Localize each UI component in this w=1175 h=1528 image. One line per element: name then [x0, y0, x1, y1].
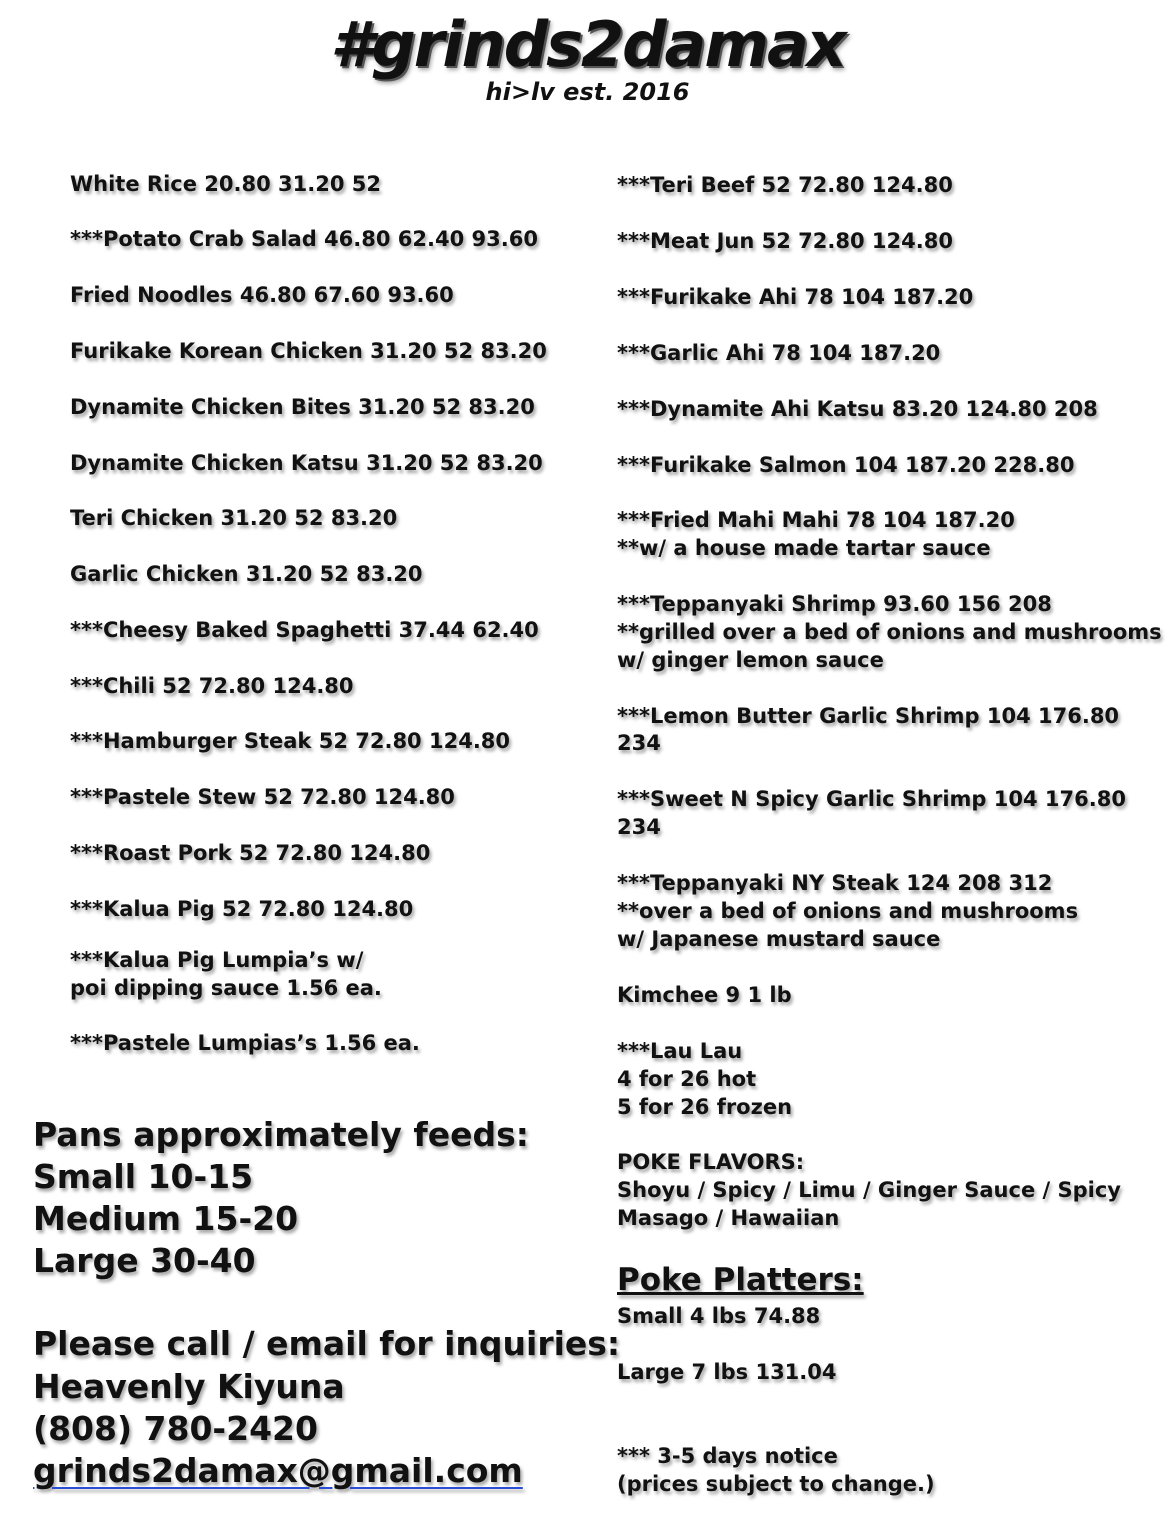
contact-phone[interactable]: (808) 780-2420	[33, 1409, 318, 1448]
menu-item-laulau-line2: 4 for 26 hot	[617, 1067, 757, 1091]
menu-item-lemon-shrimp-line1: ***Lemon Butter Garlic Shrimp 104 176.80	[617, 704, 1120, 728]
logo-subtitle: hi>lv est. 2016	[485, 78, 690, 106]
poke-flavors-line1: Shoyu / Spicy / Limu / Ginger Sauce / Spicy	[617, 1178, 1121, 1202]
contact-email-link[interactable]	[33, 1450, 523, 1492]
pans-small: Small 10-15	[33, 1157, 254, 1196]
logo	[0, 6, 1175, 104]
menu-item: White Rice 20.80 31.20 52	[70, 172, 381, 196]
menu-item: ***Hamburger Steak 52 72.80 124.80	[70, 729, 511, 753]
pans-large: Large 30-40	[33, 1241, 256, 1280]
menu-item: Dynamite Chicken Bites 31.20 52 83.20	[70, 395, 535, 419]
menu-item: Teri Chicken 31.20 52 83.20	[70, 506, 398, 530]
menu-item: ***Roast Pork 52 72.80 124.80	[70, 841, 431, 865]
menu-item: Furikake Korean Chicken 31.20 52 83.20	[70, 339, 547, 363]
menu-item-mahi-line1: ***Fried Mahi Mahi 78 104 187.20	[617, 508, 1015, 532]
poke-platter-small: Small 4 lbs 74.88	[617, 1304, 821, 1328]
pans-title: Pans approximately feeds:	[33, 1115, 529, 1154]
menu-item-kalua-lumpia-line2: poi dipping sauce 1.56 ea.	[70, 976, 382, 1000]
menu-item-lemon-shrimp-line2: 234	[617, 731, 661, 755]
poke-flavors-line2: Masago / Hawaiian	[617, 1206, 840, 1230]
menu-item: Garlic Chicken 31.20 52 83.20	[70, 562, 423, 586]
menu-item-ny-steak-line2: **over a bed of onions and mushrooms	[617, 899, 1079, 923]
menu-item-sweet-shrimp-line2: 234	[617, 815, 661, 839]
menu-item-mahi-line2: **w/ a house made tartar sauce	[617, 536, 991, 560]
menu-item: ***Cheesy Baked Spaghetti 37.44 62.40	[70, 618, 539, 642]
menu-item-garlic-ahi: ***Garlic Ahi 78 104 187.20	[617, 341, 941, 365]
menu-item-ny-steak-line3: w/ Japanese mustard sauce	[617, 927, 941, 951]
menu-item-laulau-line3: 5 for 26 frozen	[617, 1095, 793, 1119]
menu-item-kimchee: Kimchee 9 1 lb	[617, 983, 792, 1007]
menu-item: ***Potato Crab Salad 46.80 62.40 93.60	[70, 227, 538, 251]
contact-title: Please call / email for inquiries:	[33, 1324, 621, 1363]
menu-item-furikake-ahi: ***Furikake Ahi 78 104 187.20	[617, 285, 974, 309]
pans-medium: Medium 15-20	[33, 1199, 299, 1238]
menu-item-tepp-shrimp-line1: ***Teppanyaki Shrimp 93.60 156 208	[617, 592, 1052, 616]
menu-item-dynamite-ahi: ***Dynamite Ahi Katsu 83.20 124.80 208	[617, 397, 1098, 421]
menu-item-ny-steak-line1: ***Teppanyaki NY Steak 124 208 312	[617, 871, 1053, 895]
menu-item-tepp-shrimp-line2: **grilled over a bed of onions and mushrooms	[617, 620, 1162, 644]
menu-item: Dynamite Chicken Katsu 31.20 52 83.20	[70, 451, 543, 475]
contact-email[interactable]: grinds2damax@gmail.com	[33, 1451, 523, 1490]
menu-item: ***Kalua Pig 52 72.80 124.80	[70, 897, 414, 921]
menu-item-sweet-shrimp-line1: ***Sweet N Spicy Garlic Shrimp 104 176.80	[617, 787, 1126, 811]
logo-title: #grinds2damax	[330, 8, 845, 81]
notice-line1: *** 3-5 days notice	[617, 1444, 838, 1468]
poke-flavors-title: POKE FLAVORS:	[617, 1150, 805, 1174]
poke-platter-large: Large 7 lbs 131.04	[617, 1360, 837, 1384]
menu-item: Fried Noodles 46.80 67.60 93.60	[70, 283, 454, 307]
poke-platters-title: Poke Platters:	[617, 1262, 864, 1298]
contact-name: Heavenly Kiyuna	[33, 1367, 345, 1406]
menu-item-pastele-lumpia: ***Pastele Lumpias’s 1.56 ea.	[70, 1031, 420, 1055]
notice-line2: (prices subject to change.)	[617, 1472, 935, 1496]
menu-item-laulau-line1: ***Lau Lau	[617, 1039, 743, 1063]
menu-item-kalua-lumpia-line1: ***Kalua Pig Lumpia’s w/	[70, 948, 364, 972]
menu-item-meat-jun: ***Meat Jun 52 72.80 124.80	[617, 229, 953, 253]
menu-item-tepp-shrimp-line3: w/ ginger lemon sauce	[617, 648, 884, 672]
menu-item: ***Chili 52 72.80 124.80	[70, 674, 354, 698]
menu-item-furikake-salmon: ***Furikake Salmon 104 187.20 228.80	[617, 453, 1075, 477]
menu-item-teri-beef: ***Teri Beef 52 72.80 124.80	[617, 173, 953, 197]
menu-item: ***Pastele Stew 52 72.80 124.80	[70, 785, 455, 809]
